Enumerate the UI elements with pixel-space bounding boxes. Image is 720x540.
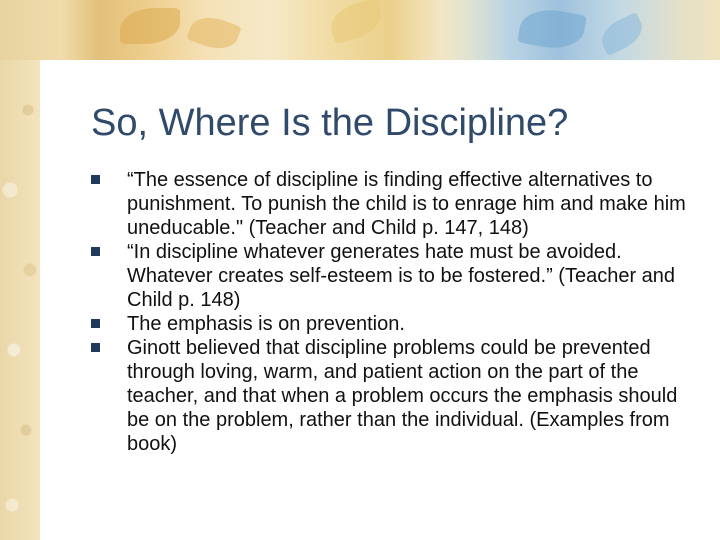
square-bullet-icon — [91, 175, 100, 184]
top-banner-decoration — [0, 0, 720, 60]
bullet-text: “In discipline whatever generates hate must be avoided. Whatever creates self-esteem is to be fostered.” (Teacher and Child p. 148) — [127, 241, 676, 311]
square-bullet-icon — [91, 247, 100, 256]
left-texture-decoration — [0, 0, 40, 540]
leaf-decoration — [186, 11, 241, 56]
bullet-item — [91, 312, 701, 336]
bullet-text: Ginott believed that discipline problems could be prevented through loving, warm, and patient action on the part of the teacher, and that when a problem occurs the emphasis should be on the problem, rather than the individual. (Examples from book) — [127, 337, 678, 455]
square-bullet-icon — [91, 319, 100, 328]
bullet-item — [91, 168, 701, 240]
leaf-decoration — [596, 12, 648, 56]
slide-title: So, Where Is the Discipline? — [91, 102, 569, 144]
leaf-decoration — [326, 0, 385, 44]
bullet-item — [91, 336, 701, 456]
bullet-text: The emphasis is on prevention. — [127, 313, 405, 335]
square-bullet-icon — [91, 343, 100, 352]
bullet-text: “The essence of discipline is finding effective alternatives to punishment. To punish the child is to enrage him and make him uneducable." (Teacher and Child p. 147, 148) — [127, 169, 686, 239]
bullet-item — [91, 240, 701, 312]
leaf-decoration — [517, 5, 587, 54]
bullet-list — [91, 168, 701, 456]
leaf-decoration — [120, 8, 180, 44]
